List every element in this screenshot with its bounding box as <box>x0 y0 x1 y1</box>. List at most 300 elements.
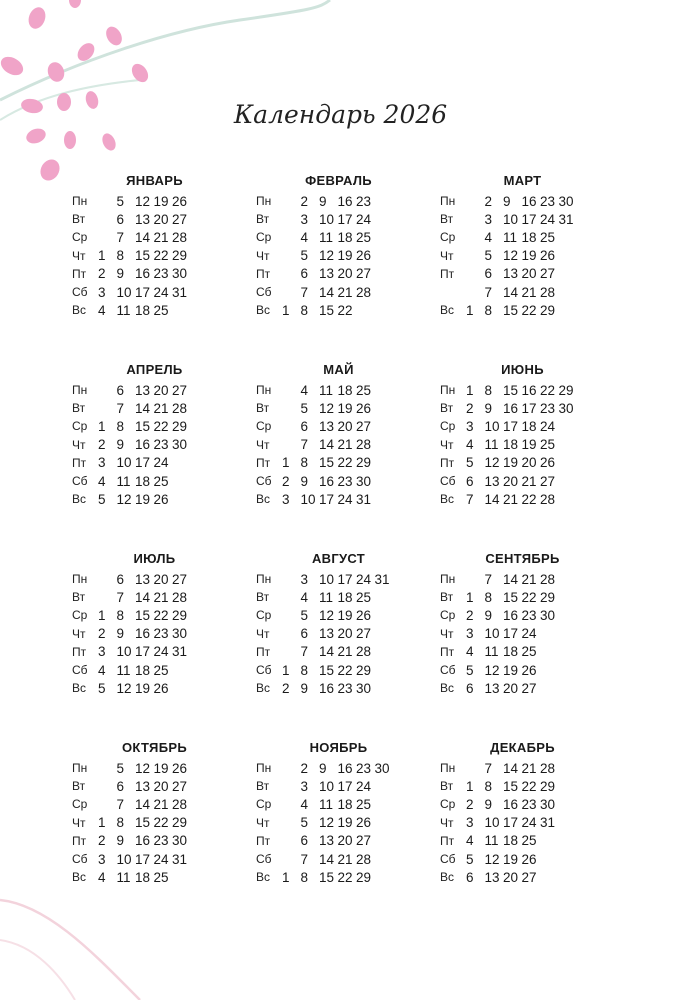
date-cell: 11 <box>116 662 131 678</box>
date-cell: 7 <box>116 796 125 812</box>
date-cell: 9 <box>503 193 511 209</box>
weekday-label: Ср <box>72 230 88 245</box>
date-cell: 13 <box>484 680 500 696</box>
date-cell: 30 <box>172 266 188 282</box>
weekday-label: Пн <box>256 572 272 587</box>
date-cell: 2 <box>282 680 290 696</box>
date-cell: 12 <box>135 193 151 209</box>
month-name: МАРТ <box>503 173 542 188</box>
calendar-grid <box>72 170 595 926</box>
date-cell: 29 <box>540 589 556 605</box>
date-cell: 5 <box>466 662 474 678</box>
date-cell: 30 <box>540 796 556 812</box>
date-cell: 2 <box>300 760 309 776</box>
date-cell: 24 <box>153 851 169 867</box>
weekday-label: Вт <box>72 590 86 605</box>
weekday-label: Пн <box>72 572 88 587</box>
date-cell: 2 <box>466 607 474 623</box>
date-cell: 12 <box>319 607 335 623</box>
week-row <box>256 301 411 319</box>
date-cell: 14 <box>319 284 335 300</box>
week-row <box>440 247 595 265</box>
date-cell: 3 <box>98 455 106 471</box>
week-row <box>256 490 411 508</box>
date-cell: 27 <box>356 833 372 849</box>
date-cell: 16 <box>319 680 335 696</box>
week-row <box>72 795 227 813</box>
date-cell: 20 <box>521 455 537 471</box>
date-cell: 2 <box>98 437 106 453</box>
date-cell: 12 <box>116 491 132 507</box>
date-cell: 19 <box>337 400 353 416</box>
week-row <box>72 454 227 472</box>
week-row <box>440 472 595 490</box>
date-cell: 6 <box>466 680 474 696</box>
weekday-label: Пн <box>440 194 456 209</box>
date-cell: 21 <box>337 284 353 300</box>
date-cell: 28 <box>356 284 372 300</box>
date-cell: 29 <box>172 607 188 623</box>
date-cell: 21 <box>153 400 169 416</box>
date-cell: 20 <box>153 211 169 227</box>
date-cell: 14 <box>135 229 151 245</box>
date-cell: 22 <box>540 382 556 398</box>
date-cell: 19 <box>503 851 519 867</box>
date-cell: 31 <box>540 815 556 831</box>
date-cell: 13 <box>503 266 519 282</box>
date-cell: 31 <box>374 571 390 587</box>
week-row <box>72 283 227 301</box>
week-row <box>440 301 595 319</box>
date-cell: 11 <box>484 833 499 849</box>
month-block <box>256 170 411 359</box>
month-block <box>440 359 595 548</box>
date-cell: 20 <box>153 571 169 587</box>
week-row <box>72 247 227 265</box>
month-block <box>72 359 227 548</box>
week-row <box>72 570 227 588</box>
date-cell: 3 <box>300 778 309 794</box>
week-row <box>440 490 595 508</box>
month-name: МАЙ <box>323 362 354 377</box>
date-cell: 17 <box>521 211 537 227</box>
week-row <box>256 399 411 417</box>
petal <box>45 60 67 84</box>
date-cell: 3 <box>300 211 309 227</box>
weekday-label: Вс <box>440 492 455 507</box>
date-cell: 2 <box>484 193 493 209</box>
date-cell: 13 <box>319 418 335 434</box>
date-cell: 30 <box>172 626 188 642</box>
month-name: НОЯБРЬ <box>309 740 368 755</box>
weekday-label: Пт <box>440 833 455 848</box>
date-cell: 10 <box>116 644 132 660</box>
week-row <box>256 588 411 606</box>
date-cell: 10 <box>319 211 335 227</box>
date-cell: 21 <box>503 491 519 507</box>
date-cell: 17 <box>337 211 353 227</box>
week-row <box>256 247 411 265</box>
date-cell: 30 <box>172 437 188 453</box>
date-cell: 9 <box>484 400 493 416</box>
date-cell: 22 <box>521 778 537 794</box>
date-cell: 21 <box>521 284 537 300</box>
week-row <box>256 283 411 301</box>
date-cell: 18 <box>337 589 353 605</box>
date-cell: 23 <box>337 473 353 489</box>
date-cell: 20 <box>503 869 519 885</box>
month-block <box>440 548 595 737</box>
weekday-label: Вт <box>440 779 454 794</box>
date-cell: 1 <box>282 302 290 318</box>
date-cell: 25 <box>153 662 169 678</box>
date-cell: 21 <box>153 796 169 812</box>
date-cell: 8 <box>484 382 493 398</box>
date-cell: 3 <box>98 644 106 660</box>
date-cell: 10 <box>503 211 519 227</box>
week-row <box>440 868 595 886</box>
date-cell: 1 <box>282 662 290 678</box>
date-cell: 4 <box>98 302 106 318</box>
weekday-label: Пт <box>72 644 87 659</box>
weekday-label: Ср <box>440 230 456 245</box>
date-cell: 27 <box>521 680 537 696</box>
weekday-label: Пн <box>72 761 88 776</box>
date-cell: 9 <box>116 833 125 849</box>
date-cell: 23 <box>337 680 353 696</box>
date-cell: 25 <box>356 589 372 605</box>
date-cell: 29 <box>356 662 372 678</box>
date-cell: 12 <box>116 680 132 696</box>
date-cell: 4 <box>300 382 309 398</box>
page-title: Календарь 2026 <box>233 100 448 129</box>
petal <box>26 5 49 31</box>
date-cell: 29 <box>540 778 556 794</box>
date-cell: 13 <box>135 211 151 227</box>
weekday-label: Вс <box>440 870 455 885</box>
date-cell: 1 <box>282 455 290 471</box>
date-cell: 30 <box>172 833 188 849</box>
date-cell: 4 <box>98 473 106 489</box>
month-block <box>440 737 595 926</box>
date-cell: 2 <box>98 833 106 849</box>
date-cell: 8 <box>300 869 309 885</box>
date-cell: 2 <box>300 193 309 209</box>
week-row <box>256 570 411 588</box>
date-cell: 22 <box>337 455 353 471</box>
week-row <box>256 814 411 832</box>
week-row <box>256 832 411 850</box>
date-cell: 31 <box>172 284 188 300</box>
date-cell: 22 <box>153 815 169 831</box>
date-cell: 23 <box>356 760 372 776</box>
weekday-label: Сб <box>72 852 88 867</box>
weekday-label: Сб <box>440 852 456 867</box>
date-cell: 9 <box>319 193 327 209</box>
week-row <box>72 210 227 228</box>
petal <box>37 156 64 184</box>
week-row <box>72 381 227 399</box>
date-cell: 15 <box>503 302 519 318</box>
date-cell: 26 <box>521 662 537 678</box>
date-cell: 20 <box>503 680 519 696</box>
week-row <box>72 679 227 697</box>
date-cell: 28 <box>172 589 188 605</box>
date-cell: 10 <box>116 851 132 867</box>
date-cell: 13 <box>135 382 151 398</box>
weekday-label: Сб <box>72 285 88 300</box>
weekday-label: Пт <box>440 644 455 659</box>
date-cell: 25 <box>521 644 537 660</box>
date-cell: 27 <box>521 869 537 885</box>
week-row <box>440 795 595 813</box>
date-cell: 11 <box>319 796 334 812</box>
date-cell: 25 <box>356 796 372 812</box>
date-cell: 18 <box>337 796 353 812</box>
week-row <box>72 265 227 283</box>
petal <box>64 131 76 149</box>
date-cell: 15 <box>319 869 335 885</box>
week-row <box>72 643 227 661</box>
weekday-label: Вт <box>256 779 270 794</box>
date-cell: 12 <box>484 851 500 867</box>
date-cell: 28 <box>356 851 372 867</box>
month-block <box>256 359 411 548</box>
date-cell: 27 <box>172 382 188 398</box>
date-cell: 21 <box>521 760 537 776</box>
date-cell: 16 <box>135 626 151 642</box>
weekday-label: Сб <box>440 663 456 678</box>
date-cell: 7 <box>300 644 309 660</box>
date-cell: 28 <box>172 229 188 245</box>
date-cell: 23 <box>153 437 169 453</box>
date-cell: 24 <box>153 644 169 660</box>
week-row <box>440 625 595 643</box>
date-cell: 30 <box>356 473 372 489</box>
date-cell: 10 <box>116 284 132 300</box>
weekday-label: Пт <box>440 266 455 281</box>
date-cell: 27 <box>540 266 556 282</box>
week-row <box>440 210 595 228</box>
date-cell: 28 <box>540 491 556 507</box>
date-cell: 24 <box>356 778 372 794</box>
corner-curve-2 <box>0 940 75 1000</box>
weekday-label: Сб <box>256 663 272 678</box>
date-cell: 25 <box>356 229 372 245</box>
date-cell: 25 <box>153 473 169 489</box>
date-cell: 7 <box>484 760 493 776</box>
date-cell: 17 <box>319 491 335 507</box>
date-cell: 8 <box>300 662 309 678</box>
date-cell: 10 <box>300 491 316 507</box>
date-cell: 15 <box>503 778 519 794</box>
date-cell: 15 <box>135 607 151 623</box>
date-cell: 30 <box>558 400 574 416</box>
date-cell: 13 <box>135 571 151 587</box>
date-cell: 7 <box>300 284 309 300</box>
date-cell: 17 <box>337 571 353 587</box>
date-cell: 19 <box>521 248 537 264</box>
date-cell: 11 <box>319 589 334 605</box>
weekday-label: Вс <box>440 681 455 696</box>
weekday-label: Ср <box>256 230 272 245</box>
date-cell: 11 <box>319 382 334 398</box>
month-name: ФЕВРАЛЬ <box>305 173 372 188</box>
date-cell: 19 <box>521 437 537 453</box>
week-row <box>440 192 595 210</box>
month-block <box>72 737 227 926</box>
date-cell: 1 <box>466 778 474 794</box>
date-cell: 24 <box>521 626 537 642</box>
date-cell: 14 <box>135 589 151 605</box>
weekday-label: Вт <box>440 212 454 227</box>
date-cell: 4 <box>466 833 474 849</box>
weekday-label: Пт <box>72 833 87 848</box>
weekday-label: Сб <box>72 663 88 678</box>
date-cell: 19 <box>153 193 169 209</box>
month-name: АПРЕЛЬ <box>126 362 183 377</box>
date-cell: 3 <box>466 626 474 642</box>
weekday-label: Ср <box>440 797 456 812</box>
date-cell: 29 <box>172 815 188 831</box>
weekday-label: Сб <box>256 852 272 867</box>
week-row <box>440 777 595 795</box>
date-cell: 18 <box>521 229 537 245</box>
date-cell: 11 <box>319 229 334 245</box>
date-cell: 2 <box>98 266 106 282</box>
month-block <box>256 737 411 926</box>
date-cell: 23 <box>356 193 372 209</box>
week-row <box>256 381 411 399</box>
date-cell: 14 <box>503 760 519 776</box>
month-name: ИЮЛЬ <box>133 551 176 566</box>
date-cell: 13 <box>319 626 335 642</box>
week-row <box>256 679 411 697</box>
date-cell: 8 <box>484 302 493 318</box>
week-row <box>256 192 411 210</box>
weekday-label: Вс <box>256 492 271 507</box>
week-row <box>256 868 411 886</box>
date-cell: 26 <box>356 607 372 623</box>
month-block <box>256 548 411 737</box>
date-cell: 5 <box>98 680 106 696</box>
weekday-label: Вс <box>72 681 87 696</box>
weekday-label: Пн <box>256 383 272 398</box>
weekday-label: Пн <box>440 383 456 398</box>
date-cell: 17 <box>503 626 519 642</box>
date-cell: 14 <box>319 437 335 453</box>
date-cell: 20 <box>337 626 353 642</box>
date-cell: 5 <box>300 248 309 264</box>
week-row <box>440 454 595 472</box>
weekday-label: Чт <box>72 248 86 263</box>
date-cell: 16 <box>521 193 537 209</box>
month-name: ЯНВАРЬ <box>126 173 183 188</box>
weekday-label: Пн <box>256 194 272 209</box>
date-cell: 6 <box>466 473 474 489</box>
date-cell: 1 <box>466 382 474 398</box>
weekday-label: Чт <box>256 815 270 830</box>
date-cell: 29 <box>540 302 556 318</box>
date-cell: 16 <box>337 760 353 776</box>
week-row <box>72 301 227 319</box>
date-cell: 8 <box>116 607 125 623</box>
weekday-label: Чт <box>72 437 86 452</box>
date-cell: 20 <box>153 778 169 794</box>
date-cell: 2 <box>466 796 474 812</box>
date-cell: 8 <box>116 418 125 434</box>
date-cell: 20 <box>337 266 353 282</box>
date-cell: 14 <box>135 796 151 812</box>
date-cell: 6 <box>116 778 125 794</box>
week-row <box>72 192 227 210</box>
date-cell: 27 <box>356 266 372 282</box>
weekday-label: Чт <box>256 626 270 641</box>
date-cell: 21 <box>521 571 537 587</box>
week-row <box>440 283 595 301</box>
date-cell: 7 <box>116 400 125 416</box>
date-cell: 6 <box>466 869 474 885</box>
date-cell: 21 <box>337 644 353 660</box>
date-cell: 30 <box>540 607 556 623</box>
date-cell: 11 <box>503 229 518 245</box>
date-cell: 15 <box>319 662 335 678</box>
week-row <box>440 850 595 868</box>
date-cell: 4 <box>484 229 493 245</box>
date-cell: 25 <box>356 382 372 398</box>
date-cell: 23 <box>153 626 169 642</box>
weekday-label: Ср <box>440 608 456 623</box>
date-cell: 5 <box>300 607 309 623</box>
date-cell: 19 <box>337 815 353 831</box>
date-cell: 30 <box>356 680 372 696</box>
date-cell: 4 <box>466 644 474 660</box>
weekday-label: Вт <box>256 212 270 227</box>
weekday-label: Сб <box>72 474 88 489</box>
weekday-label: Вс <box>256 681 271 696</box>
week-row <box>256 454 411 472</box>
date-cell: 22 <box>521 589 537 605</box>
date-cell: 23 <box>521 796 537 812</box>
date-cell: 13 <box>319 266 335 282</box>
date-cell: 16 <box>135 437 151 453</box>
week-row <box>72 777 227 795</box>
week-row <box>256 795 411 813</box>
date-cell: 1 <box>98 248 106 264</box>
date-cell: 5 <box>466 455 474 471</box>
week-row <box>72 606 227 624</box>
date-cell: 6 <box>484 266 493 282</box>
date-cell: 9 <box>319 760 327 776</box>
date-cell: 3 <box>466 418 474 434</box>
date-cell: 17 <box>135 851 151 867</box>
weekday-label: Пт <box>440 455 455 470</box>
date-cell: 21 <box>153 589 169 605</box>
petal <box>24 126 48 146</box>
date-cell: 21 <box>521 473 537 489</box>
date-cell: 20 <box>153 382 169 398</box>
weekday-label: Пт <box>72 455 87 470</box>
date-cell: 13 <box>319 833 335 849</box>
date-cell: 6 <box>300 418 309 434</box>
week-row <box>256 265 411 283</box>
date-cell: 17 <box>521 400 537 416</box>
month-name: ДЕКАБРЬ <box>490 740 555 755</box>
week-row <box>256 210 411 228</box>
date-cell: 28 <box>172 400 188 416</box>
date-cell: 27 <box>172 571 188 587</box>
date-cell: 16 <box>337 193 353 209</box>
